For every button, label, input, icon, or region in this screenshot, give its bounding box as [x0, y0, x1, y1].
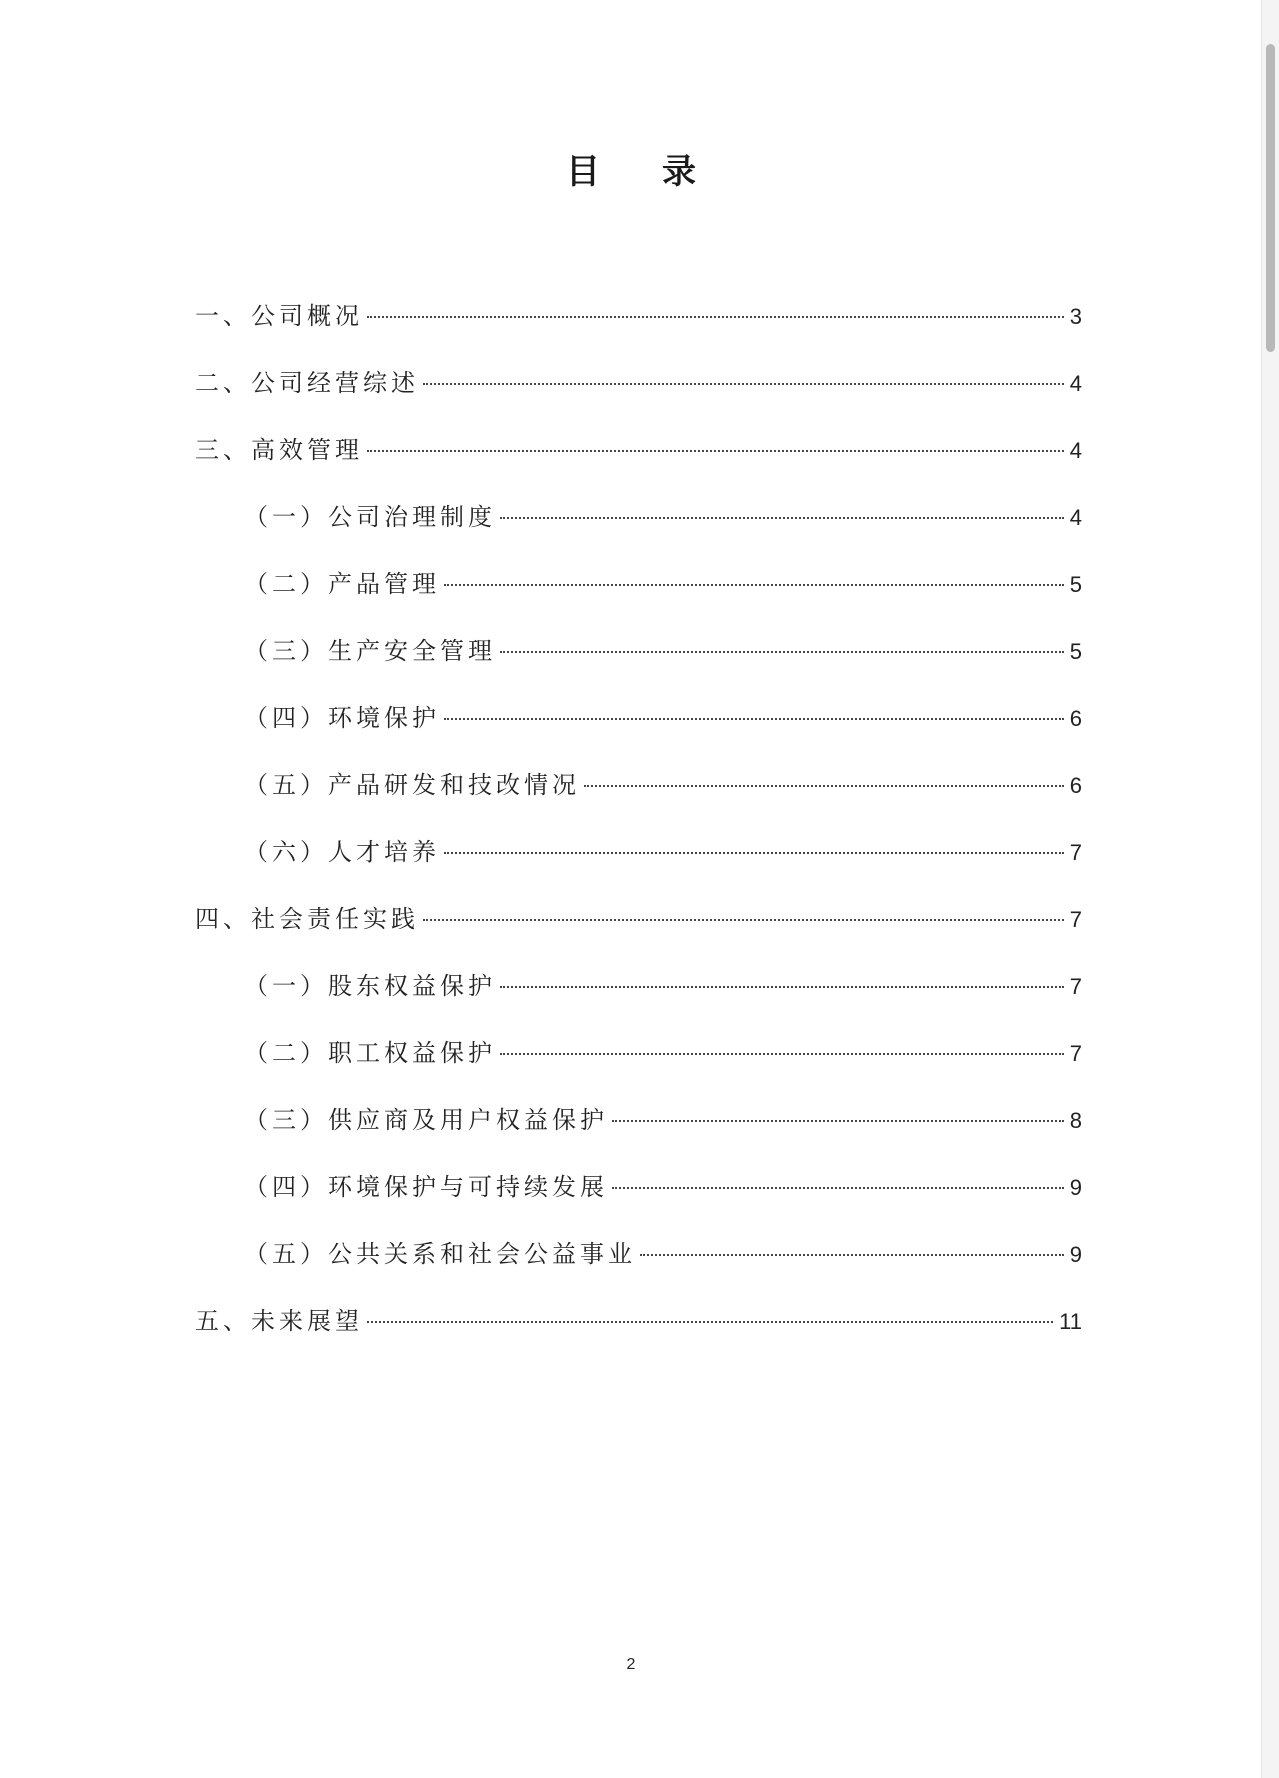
toc-entry-label: 三、高效管理 — [195, 436, 363, 464]
toc-entry[interactable] — [195, 430, 1082, 464]
toc-leader-dots — [500, 517, 1064, 519]
vertical-scrollbar[interactable] — [1261, 0, 1279, 1778]
toc-title-char-1: 目 — [566, 152, 600, 192]
toc-entry-page: 4 — [1069, 505, 1082, 530]
toc-entry-page: 6 — [1069, 773, 1082, 798]
toc-title — [0, 144, 1262, 193]
toc-leader-dots — [612, 1187, 1064, 1189]
toc-entry[interactable] — [244, 1234, 1082, 1268]
toc-entry-label: 二、公司经营综述 — [195, 369, 419, 397]
toc-entry[interactable] — [244, 497, 1082, 531]
scrollbar-thumb[interactable] — [1266, 44, 1275, 352]
toc-entry[interactable] — [244, 1100, 1082, 1134]
toc-entry-page: 7 — [1069, 1041, 1082, 1066]
toc-entry-page: 4 — [1069, 371, 1082, 396]
toc-leader-dots — [444, 718, 1064, 720]
toc-leader-dots — [423, 383, 1064, 385]
toc-entry-label: （二）职工权益保护 — [244, 1039, 496, 1067]
toc-entry-page: 9 — [1069, 1242, 1082, 1267]
toc-entry-label: （三）生产安全管理 — [244, 637, 496, 665]
toc-entry-page: 7 — [1069, 840, 1082, 865]
toc-entry-page: 6 — [1069, 706, 1082, 731]
toc-leader-dots — [444, 584, 1064, 586]
toc-leader-dots — [500, 1053, 1064, 1055]
toc-entry-page: 9 — [1069, 1175, 1082, 1200]
toc-entry-label: （四）环境保护 — [244, 704, 440, 732]
toc-entry-label: 五、未来展望 — [195, 1307, 363, 1335]
toc-entry[interactable] — [244, 1167, 1082, 1201]
toc-entry[interactable] — [244, 698, 1082, 732]
toc-leader-dots — [640, 1254, 1064, 1256]
toc-entry-page: 4 — [1069, 438, 1082, 463]
toc-entry[interactable] — [244, 631, 1082, 665]
toc-leader-dots — [367, 450, 1064, 452]
toc-entry-label: （二）产品管理 — [244, 570, 440, 598]
toc-leader-dots — [612, 1120, 1064, 1122]
toc-entry-page: 5 — [1069, 572, 1082, 597]
toc-entry-label: （六）人才培养 — [244, 838, 440, 866]
toc-entry[interactable] — [195, 296, 1082, 330]
toc-entry-page: 8 — [1069, 1108, 1082, 1133]
toc-entry-page: 5 — [1069, 639, 1082, 664]
toc-leader-dots — [584, 785, 1064, 787]
toc-entry[interactable] — [244, 1033, 1082, 1067]
toc-entry[interactable] — [244, 966, 1082, 1000]
toc-entry-page: 7 — [1069, 974, 1082, 999]
toc-entry-label: （五）产品研发和技改情况 — [244, 771, 580, 799]
toc-entry[interactable] — [244, 765, 1082, 799]
page-number: 2 — [626, 1656, 636, 1673]
toc-leader-dots — [423, 919, 1064, 921]
toc-leader-dots — [500, 651, 1064, 653]
toc-entry-label: （一）股东权益保护 — [244, 972, 496, 1000]
toc-entry[interactable] — [244, 832, 1082, 866]
toc-entry-page: 7 — [1069, 907, 1082, 932]
toc-entry-page: 11 — [1059, 1309, 1082, 1334]
toc-entry[interactable] — [195, 363, 1082, 397]
toc-leader-dots — [500, 986, 1064, 988]
toc-entry-label: 一、公司概况 — [195, 302, 363, 330]
toc-entry[interactable] — [195, 1301, 1082, 1335]
toc-entry-label: （五）公共关系和社会公益事业 — [244, 1240, 636, 1268]
toc-entry[interactable] — [244, 564, 1082, 598]
toc-entry-label: （一）公司治理制度 — [244, 503, 496, 531]
toc-entry[interactable] — [195, 899, 1082, 933]
toc-leader-dots — [367, 316, 1064, 318]
toc-title-char-2: 录 — [662, 152, 696, 192]
toc-entry-label: （三）供应商及用户权益保护 — [244, 1106, 608, 1134]
toc-entry-label: 四、社会责任实践 — [195, 905, 419, 933]
toc-leader-dots — [367, 1321, 1053, 1323]
toc-entry-label: （四）环境保护与可持续发展 — [244, 1173, 608, 1201]
toc-leader-dots — [444, 852, 1064, 854]
toc-entry-page: 3 — [1069, 304, 1082, 329]
